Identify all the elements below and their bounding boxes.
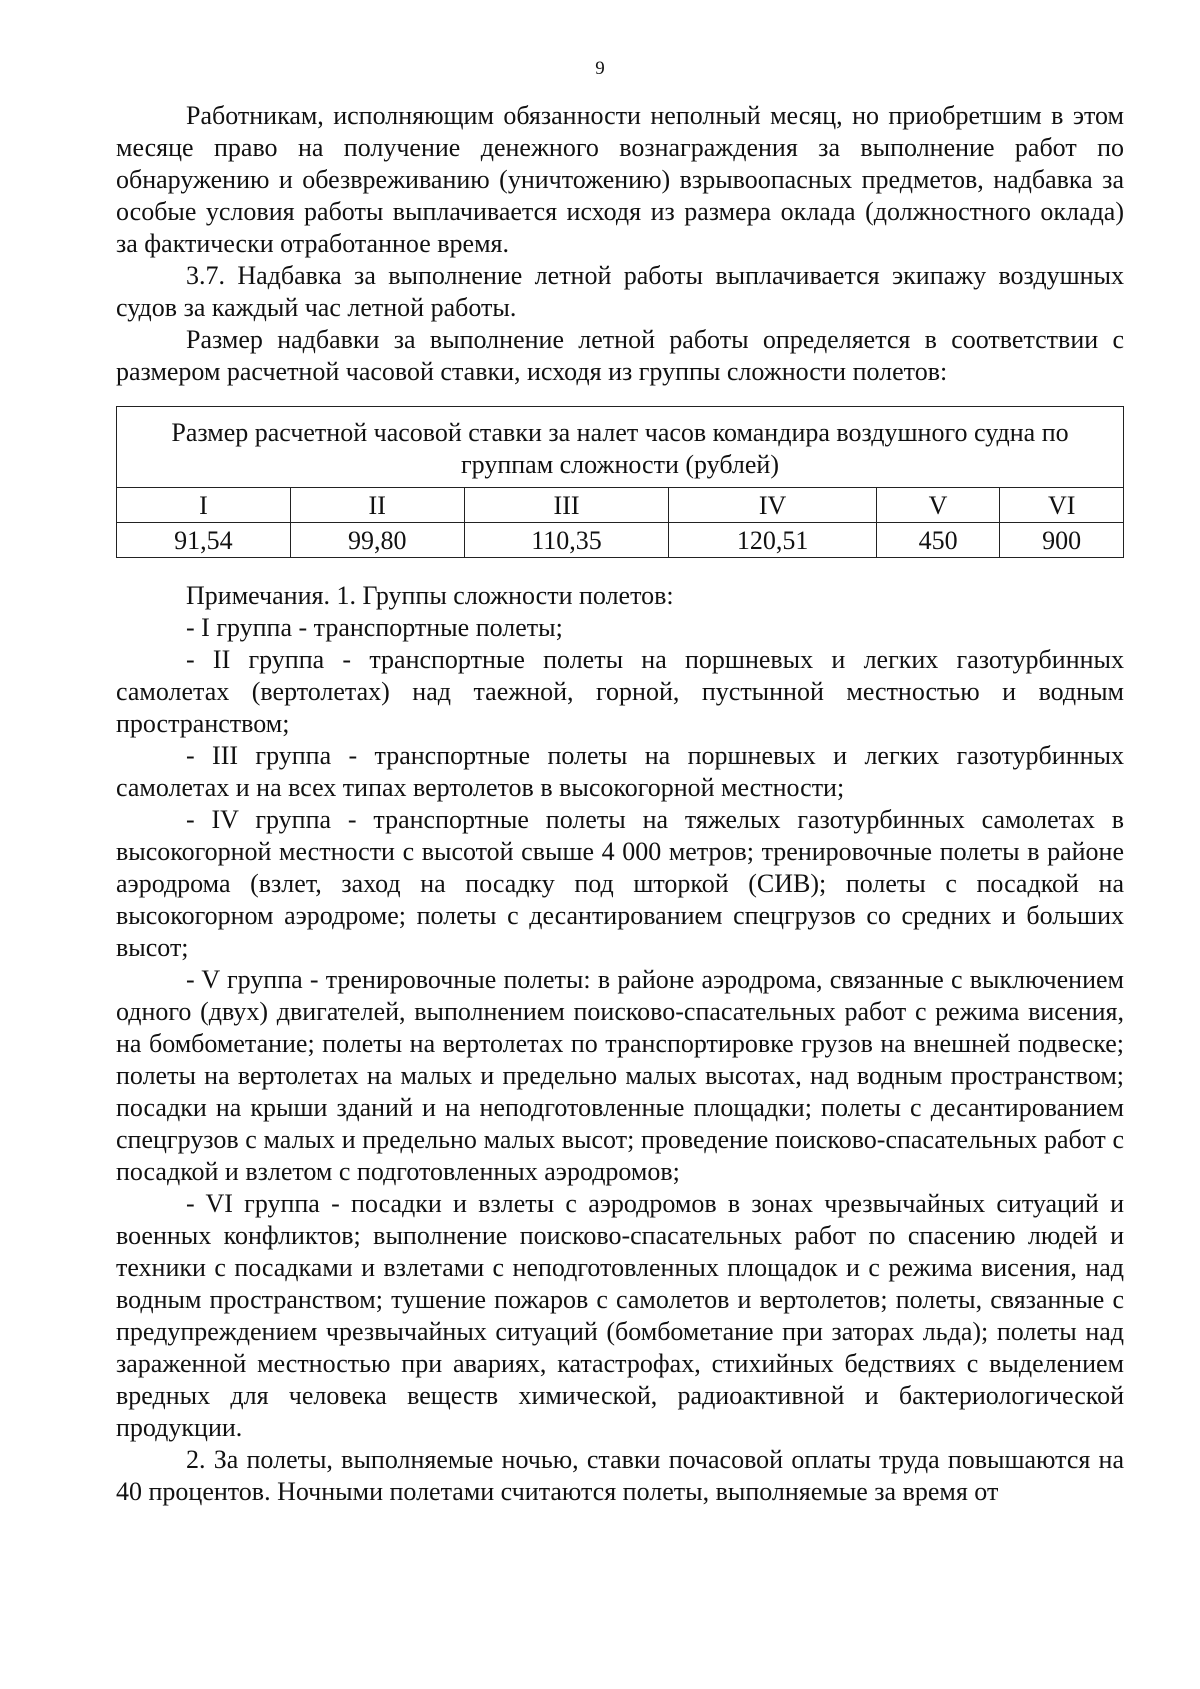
note-group-5: - V группа - тренировочные полеты: в районе аэродрома, связанные с выключением одного (двух) двигателей, выполнением поисково-спасательных работ с режима висения, на бомбометание; полеты на вертолетах по транспортировке грузов на внешней подвеске; полеты на вертолетах на малых и предельно малых высотах, над водным пространством; посадки на крыши зданий и на неподготовленные площадки; полеты с десантированием спецгрузов с малых и предельно малых высот; проведение поисково-спасательных работ с посадкой и взлетом с подготовленных аэродромов; <box>116 965 1124 1186</box>
table-value-cell: 450 <box>876 523 1000 558</box>
note-group-4: - IV группа - транспортные полеты на тяжелых газотурбинных самолетах в высокогорной местности с высотой свыше 4 000 метров; тренировочные полеты в районе аэродрома (взлет, заход на посадку под шторкой (СИВ); полеты с посадкой на высокогорном аэродроме; полеты с десантированием спецгрузов со средних и больших высот; <box>116 805 1124 962</box>
table-value-cell: 91,54 <box>117 523 291 558</box>
hourly-rates-table <box>116 406 1124 558</box>
table-header-cell: III <box>464 488 669 523</box>
page-number: 9 <box>595 58 605 79</box>
note-group-2: - II группа - транспортные полеты на поршневых и легких газотурбинных самолетах (вертолетах) над таежной, горной, пустынной местностью и водным пространством; <box>116 645 1124 738</box>
paragraph-partial-month: Работникам, исполняющим обязанности неполный месяц, но приобретшим в этом месяце право на получение денежного вознаграждения за выполнение работ по обнаружению и обезвреживанию (уничтожению) взрывоопасных предметов, надбавка за особые условия работы выплачивается исходя из размера оклада (должностного оклада) за фактически отработанное время. <box>116 101 1124 258</box>
table-values-row <box>117 523 1124 558</box>
notes-title: Примечания. 1. Группы сложности полетов: <box>186 581 674 610</box>
table-caption: Размер расчетной часовой ставки за налет часов командира воздушного судна по группам сложности (рублей) <box>117 407 1124 488</box>
table-value-cell: 99,80 <box>290 523 464 558</box>
table-header-row <box>117 488 1124 523</box>
paragraph-3-7-flight-bonus: 3.7. Надбавка за выполнение летной работы выплачивается экипажу воздушных судов за каждый час летной работы. <box>116 261 1124 322</box>
table-header-cell: V <box>876 488 1000 523</box>
paragraph-bonus-size: Размер надбавки за выполнение летной работы определяется в соответствии с размером расчетной часовой ставки, исходя из группы сложности полетов: <box>116 325 1124 386</box>
note-group-6: - VI группа - посадки и взлеты с аэродромов в зонах чрезвычайных ситуаций и военных конфликтов; выполнение поисково-спасательных работ по спасению людей и техники с посадками и взлетами с неподготовленных площадок и с режима висения, над водным пространством; тушение пожаров с самолетов и вертолетов; полеты, связанные с предупреждением чрезвычайных ситуаций (бомбометание при заторах льда); полеты над зараженной местностью при авариях, катастрофах, стихийных бедствиях с выделением вредных для человека веществ химической, радиоактивной и бактериологической продукции. <box>116 1189 1124 1442</box>
note-group-1: - I группа - транспортные полеты; <box>186 613 563 642</box>
table-value-cell: 120,51 <box>669 523 876 558</box>
table-header-cell: I <box>117 488 291 523</box>
table-value-cell: 110,35 <box>464 523 669 558</box>
table-header-cell: VI <box>1000 488 1124 523</box>
table-header-cell: II <box>290 488 464 523</box>
table-value-cell: 900 <box>1000 523 1124 558</box>
note-group-3: - III группа - транспортные полеты на поршневых и легких газотурбинных самолетах и на всех типах вертолетов в высокогорной местности; <box>116 741 1124 802</box>
table-caption-row <box>117 407 1124 488</box>
note-2-night-flights: 2. За полеты, выполняемые ночью, ставки почасовой оплаты труда повышаются на 40 процентов. Ночными полетами считаются полеты, выполняемые за время от <box>116 1445 1124 1506</box>
document-body <box>116 100 1124 1508</box>
table-header-cell: IV <box>669 488 876 523</box>
